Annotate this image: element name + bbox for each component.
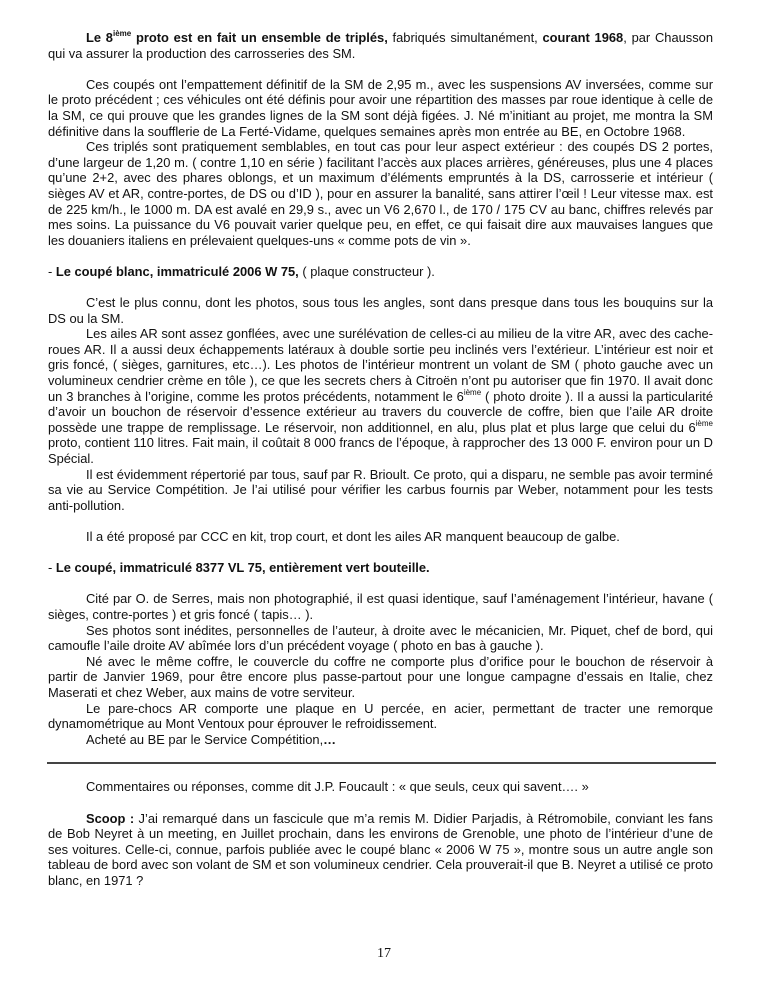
list-item-green-coupe: [48, 560, 713, 576]
paragraph-cited: Cité par O. de Serres, mais non photographié, il est quasi identique, sauf l’aménagement l’intérieur, havane ( sièges, contre-portes ) et gris foncé ( tapis… ).: [48, 591, 713, 622]
text: proto est en fait un ensemble de triplés,: [131, 30, 388, 45]
paragraph-bought: [48, 732, 713, 748]
paragraph-comments: Commentaires ou réponses, comme dit J.P. Foucault : « que seuls, ceux qui savent…. »: [86, 779, 589, 795]
paragraph-bumper: Le pare-chocs AR comporte une plaque en U percée, en acier, permettant de tracter une remorque dynamométrique au Mont Ventoux pour éprouver le refroidissement.: [48, 700, 713, 732]
heading-eighth-proto: [86, 30, 388, 45]
paragraph-ccc-kit: Il a été proposé par CCC en kit, trop court, et dont les ailes AR manquent beaucoup de galbe.: [86, 529, 620, 544]
paragraph-best-known: C’est le plus connu, dont les photos, sous tous les angles, sont dans presque dans tous les bouquins sur la DS ou la SM.: [48, 295, 713, 326]
paragraph-photos: Ses photos sont inédites, personnelles de l’auteur, à droite avec le mécanicien, Mr. Piquet, chef de bord, qui camoufle l’aile droite AV abîmée lors d’un précédent voyage ( photo en bas à gauche ).: [48, 622, 713, 654]
dash: -: [48, 263, 56, 279]
item-title: Le coupé blanc, immatriculé 2006 W 75,: [55, 263, 299, 279]
text: proto, contient 110 litres. Fait main, il coûtait 8 000 francs de l’époque, à rapprocher des 13 000 F. environ pour un D Spécial.: [48, 435, 713, 467]
paragraph-triplets: Ces triplés sont pratiquement semblables, en tout cas pour leur aspect extérieur : des coupés DS 2 portes, d’une largeur de 1,20 m. ( contre 1,10 en série ) facilitant l’accès aux places arrières, généreuses, plus une 4 places qu’une 2+2, avec des phares oblongs, et un maximum d’éléments empruntés à la DS, carrosserie et intérieur ( sièges AV et AR, contre-portes, de DS ou d’ID ), pour en assurer la banalité, sans attirer l’œil ! Leur vitesse max. est de 225 km/h., le 1000 m. DA est avalé en 29,9 s., avec un V6 2,670 l., de 170 / 175 CV au banc, chiffres relevés par mes soins. La puissance du V6 pouvait varier quelque peu, en effet, ce qui faisait dire aux mauvaises langues que les douaniers italiens en prélevaient quelques-uns « comme pots de vin ».: [48, 139, 713, 248]
paragraph-rear-wings: [48, 326, 713, 466]
document-body: [48, 30, 713, 888]
paragraph-scoop: [48, 811, 713, 889]
text: J’ai remarqué dans un fascicule que m’a remis M. Didier Parjadis, à Rétromobile, conviant les fans de Bob Neyret à un meeting, en Juillet prochain, dans les environs de Grenoble, une photo de l’intérieur d’une de ses voitures. Celle-ci, connue, parfois publiée avec le coupé blanc « 2006 W 75 », montre sous un autre angle son tableau de bord avec son volant de SM et son volumineux cendrier. Cela prouverait-il que B. Neyret a utilisé ce proto blanc, en 1971 ?: [48, 810, 714, 888]
text: Le 8: [86, 30, 113, 45]
date-bold: courant 1968: [542, 30, 624, 45]
dash: -: [48, 560, 56, 576]
text: ( plaque constructeur ).: [298, 263, 435, 279]
superscript: ième: [463, 387, 482, 397]
section-divider: [47, 762, 716, 764]
ellipsis: …: [323, 731, 337, 747]
paragraph-trunk: Né avec le même coffre, le couvercle du coffre ne comporte plus d’orifice pour le bouchon de réservoir à partir de Janvier 1969, pour être encore plus passe-partout pour une longue campagne d’essais en Italie, chez Maserati et chez Weber, aux mains de votre serviteur.: [48, 653, 713, 700]
paragraph-wheelbase: Ces coupés ont l’empattement définitif de la SM de 2,95 m., avec les suspensions AV inversées, comme sur le proto précédent ; ces véhicules ont été définis pour avoir une répartition des masses par roue identique à celle de la SM, ce qui prouve que les grandes lignes de la SM sont déjà figées. J. Né m’initiant au projet, me montra la SM définitive dans la soufflerie de La Ferté-Vidame, quelques semaines après mon entrée au BE, en Octobre 1968.: [48, 76, 713, 139]
item-title: Le coupé, immatriculé 8377 VL 75, entièrement vert bouteille.: [55, 560, 430, 576]
superscript: ième: [112, 29, 132, 38]
text: Acheté au BE par le Service Compétition,: [86, 731, 324, 747]
paragraph-intro: [48, 30, 713, 61]
text: , par Chausson qui va assurer la production des carrosseries des SM.: [48, 30, 714, 61]
superscript: ième: [695, 418, 713, 428]
text: fabriqués simultanément,: [387, 30, 543, 45]
page-number: 17: [377, 946, 391, 961]
scoop-label: Scoop :: [86, 810, 135, 826]
list-item-white-coupe: [48, 264, 713, 280]
text: ( photo droite ). Il a aussi la particularité d’avoir un bouchon de réservoir d’essence extérieur au travers du couvercle de coffre, bien que l’aile AR droite possède une trappe de remplissage. Le réservoir, non additionnel, en alu, plus plat et plus large que celui du 6: [48, 388, 713, 435]
text: Les ailes AR sont assez gonflées, avec une surélévation de celles-ci au milieu de la vitre AR, avec des cache-roues AR. Il a aussi deux échappements latéraux à double sortie peu inclinés vers l’extérieur. L’intérieur est noir et gris foncé, ( sièges, garnitures, etc…). Les photos de l’intérieur montrent un volant de SM ( photo gauche avec un volumineux cendrier crème en tôle ), ce que les secrets chers à Citroën n’ont pu autoriser que fin 1970. Il avait donc un 3 branches à l’origine, comme les protos précédents, notamment le 6: [48, 326, 713, 404]
paragraph-listed: Il est évidemment répertorié par tous, sauf par R. Brioult. Ce proto, qui a disparu, ne semble pas avoir terminé sa vie au Service Compétition. Je l’ai utilisé pour vérifier les carbus fournis par Weber, notamment pour les tests anti-pollution.: [48, 466, 713, 513]
